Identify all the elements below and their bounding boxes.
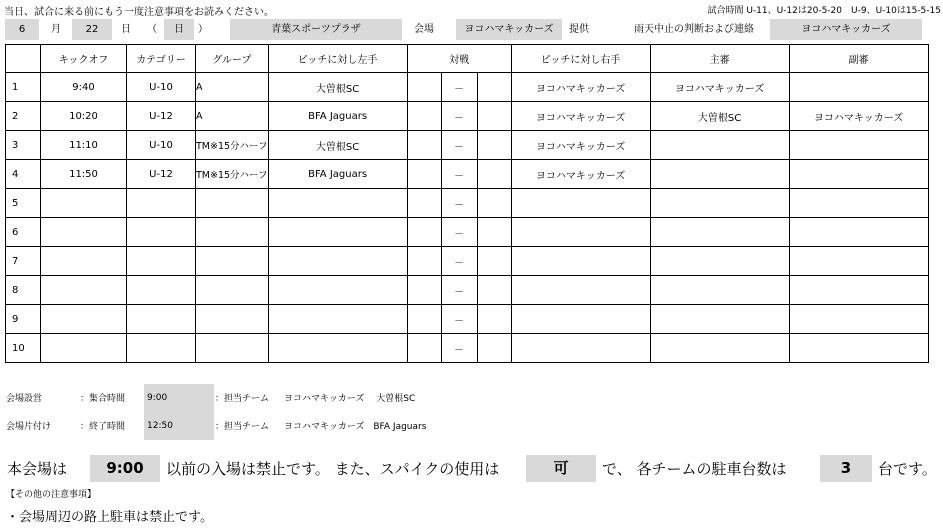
score-right-cell (477, 102, 511, 131)
setup-teams: ヨコハマキッカーズ 大曽根SC (284, 394, 416, 404)
assistant-cell (789, 247, 928, 276)
score-right-cell (477, 160, 511, 189)
score-left-cell (407, 160, 441, 189)
row-number: 7 (6, 247, 41, 276)
table-row (6, 160, 929, 189)
group-cell (196, 334, 269, 363)
header-assistant: 副審 (789, 45, 928, 73)
table-row (6, 276, 929, 305)
assistant-cell: ヨコハマキッカーズ (789, 102, 928, 131)
referee-cell (650, 131, 789, 160)
score-right-cell (477, 305, 511, 334)
other-notes-title: 【その他の注意事項】 (6, 490, 97, 500)
assistant-cell (789, 160, 928, 189)
group-cell (196, 218, 269, 247)
group-cell (196, 189, 269, 218)
kickoff-cell (41, 247, 127, 276)
referee-cell (650, 218, 789, 247)
left-team-cell (268, 276, 407, 305)
venue-name: 青葉スポーツプラザ (230, 19, 402, 40)
kickoff-cell: 11:10 (41, 131, 127, 160)
match-dash-cell: － (441, 218, 477, 247)
table-row (6, 334, 929, 363)
setup-time: 9:00 (144, 384, 214, 412)
category-cell: U-10 (127, 73, 196, 102)
right-team-cell: ヨコハマキッカーズ (511, 102, 650, 131)
cleanup-time: 12:50 (144, 412, 214, 440)
group-cell: TM※15分ハーフ (196, 131, 269, 160)
score-left-cell (407, 276, 441, 305)
cleanup-teams: ヨコハマキッカーズ BFA Jaguars (284, 422, 427, 432)
right-team-cell (511, 218, 650, 247)
table-row (6, 189, 929, 218)
score-right-cell (477, 73, 511, 102)
assistant-cell (789, 131, 928, 160)
row-number: 6 (6, 218, 41, 247)
category-cell: U-12 (127, 102, 196, 131)
venue-provider: ヨコハマキッカーズ (456, 19, 562, 40)
match-time-info: 試合時間 U-11、U-12は20-5-20 U-9、U-10は15-5-15 (707, 6, 941, 16)
weekday-value: 日 (164, 19, 194, 40)
score-left-cell (407, 102, 441, 131)
header-match: 対戦 (407, 45, 511, 73)
kickoff-cell: 9:40 (41, 73, 127, 102)
match-dash-cell: － (441, 131, 477, 160)
kickoff-cell (41, 218, 127, 247)
table-row (6, 247, 929, 276)
header-category: カテゴリー (127, 45, 196, 73)
referee-cell: ヨコハマキッカーズ (650, 73, 789, 102)
cleanup-label: 会場片付け (6, 422, 52, 432)
month-value: 6 (5, 19, 39, 40)
kickoff-cell: 10:20 (41, 102, 127, 131)
setup-label: 会場設営 (6, 394, 43, 404)
assistant-cell (789, 334, 928, 363)
score-left-cell (407, 189, 441, 218)
group-cell (196, 247, 269, 276)
row-number: 1 (6, 73, 41, 102)
paren-close: ） (198, 24, 208, 35)
kickoff-cell (41, 189, 127, 218)
assistant-cell (789, 276, 928, 305)
spike-status: 可 (526, 455, 596, 482)
category-cell (127, 305, 196, 334)
month-label: 月 (51, 24, 61, 35)
group-cell: A (196, 73, 269, 102)
left-team-cell: 大曽根SC (268, 73, 407, 102)
left-team-cell (268, 218, 407, 247)
score-left-cell (407, 218, 441, 247)
kickoff-cell: 11:50 (41, 160, 127, 189)
category-cell (127, 189, 196, 218)
rules-part1: 本会場は (7, 460, 68, 478)
header-left-team: ピッチに対し左手 (268, 45, 407, 73)
right-team-cell (511, 334, 650, 363)
schedule-table (5, 44, 929, 363)
right-team-cell: ヨコハマキッカーズ (511, 131, 650, 160)
category-cell (127, 334, 196, 363)
entry-time: 9:00 (90, 455, 160, 482)
provider-label: 提供 (569, 24, 589, 35)
score-left-cell (407, 247, 441, 276)
cleanup-time-label: ：終了時間 (80, 422, 126, 432)
assistant-cell (789, 73, 928, 102)
header-right-team: ピッチに対し右手 (511, 45, 650, 73)
rain-contact: ヨコハマキッカーズ (770, 19, 922, 40)
venue-label: 会場 (414, 24, 434, 35)
group-cell: TM※15分ハーフ (196, 160, 269, 189)
score-right-cell (477, 334, 511, 363)
row-number: 4 (6, 160, 41, 189)
day-label: 日 (121, 24, 131, 35)
rules-part3: で、 各チームの駐車台数は (602, 460, 787, 478)
header-referee: 主審 (650, 45, 789, 73)
score-left-cell (407, 131, 441, 160)
score-right-cell (477, 218, 511, 247)
right-team-cell (511, 276, 650, 305)
setup-time-label: ：集合時間 (80, 394, 126, 404)
left-team-cell (268, 189, 407, 218)
category-cell (127, 218, 196, 247)
other-note-item: ・会場周辺の路上駐車は禁止です。 (6, 510, 213, 525)
score-left-cell (407, 334, 441, 363)
header-kickoff: キックオフ (41, 45, 127, 73)
score-right-cell (477, 131, 511, 160)
referee-cell (650, 160, 789, 189)
score-left-cell (407, 305, 441, 334)
left-team-cell (268, 247, 407, 276)
row-number: 10 (6, 334, 41, 363)
match-dash-cell: － (441, 247, 477, 276)
setup-team-label: ：担当チーム (215, 394, 270, 404)
match-dash-cell: － (441, 102, 477, 131)
table-row (6, 218, 929, 247)
category-cell (127, 276, 196, 305)
referee-cell (650, 189, 789, 218)
referee-cell: 大曽根SC (650, 102, 789, 131)
left-team-cell (268, 334, 407, 363)
referee-cell (650, 334, 789, 363)
row-number: 8 (6, 276, 41, 305)
left-team-cell: 大曽根SC (268, 131, 407, 160)
match-dash-cell: － (441, 305, 477, 334)
category-cell (127, 247, 196, 276)
right-team-cell (511, 247, 650, 276)
parking-count: 3 (820, 455, 872, 482)
score-right-cell (477, 276, 511, 305)
match-dash-cell: － (441, 276, 477, 305)
day-value: 22 (72, 19, 112, 40)
row-number: 9 (6, 305, 41, 334)
right-team-cell (511, 189, 650, 218)
row-number: 2 (6, 102, 41, 131)
rules-part4: 台です。 (878, 460, 937, 478)
match-dash-cell: － (441, 189, 477, 218)
right-team-cell: ヨコハマキッカーズ (511, 73, 650, 102)
score-right-cell (477, 189, 511, 218)
match-dash-cell: － (441, 73, 477, 102)
rules-part2: 以前の入場は禁止です。 また、スパイクの使用は (166, 460, 500, 478)
match-dash-cell: － (441, 160, 477, 189)
kickoff-cell (41, 334, 127, 363)
match-dash-cell: － (441, 334, 477, 363)
right-team-cell (511, 305, 650, 334)
group-cell: A (196, 102, 269, 131)
group-cell (196, 305, 269, 334)
right-team-cell: ヨコハマキッカーズ (511, 160, 650, 189)
assistant-cell (789, 218, 928, 247)
top-notice: 当日、試合に来る前にもう一度注意事項をお読みください。 (4, 7, 274, 18)
table-row (6, 305, 929, 334)
paren-open: （ (147, 24, 157, 35)
category-cell: U-12 (127, 160, 196, 189)
assistant-cell (789, 305, 928, 334)
header-no (6, 45, 41, 73)
referee-cell (650, 276, 789, 305)
kickoff-cell (41, 305, 127, 334)
group-cell (196, 276, 269, 305)
table-row (6, 102, 929, 131)
rain-label: 雨天中止の判断および連絡 (634, 24, 754, 35)
left-team-cell (268, 305, 407, 334)
table-header (6, 45, 929, 73)
category-cell: U-10 (127, 131, 196, 160)
left-team-cell: BFA Jaguars (268, 160, 407, 189)
row-number: 3 (6, 131, 41, 160)
kickoff-cell (41, 276, 127, 305)
header-group: グループ (196, 45, 269, 73)
table-row (6, 131, 929, 160)
cleanup-team-label: ：担当チーム (215, 422, 270, 432)
left-team-cell: BFA Jaguars (268, 102, 407, 131)
score-right-cell (477, 247, 511, 276)
referee-cell (650, 305, 789, 334)
referee-cell (650, 247, 789, 276)
assistant-cell (789, 189, 928, 218)
score-left-cell (407, 73, 441, 102)
table-row (6, 73, 929, 102)
row-number: 5 (6, 189, 41, 218)
